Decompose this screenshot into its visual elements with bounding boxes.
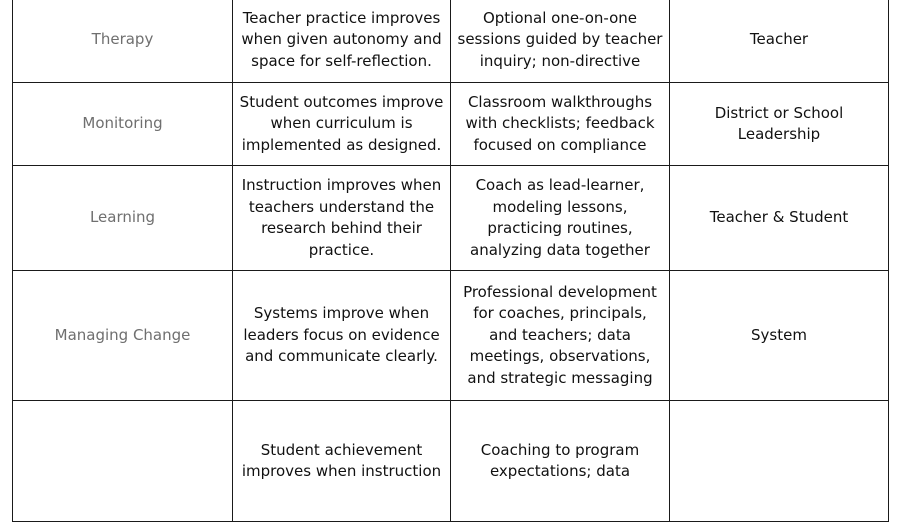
- model-name: Monitoring: [82, 114, 163, 133]
- focus-cell: [670, 0, 889, 83]
- focus-cell: [670, 401, 889, 522]
- theory-text: Student outcomes improve when curriculum is implemented as designed.: [239, 92, 444, 154]
- practice-cell: [451, 0, 670, 83]
- table-row: [13, 271, 889, 401]
- table-row: [13, 0, 889, 83]
- practice-cell: [451, 271, 670, 401]
- focus-text: District or School Leadership: [714, 103, 844, 143]
- model-cell: [13, 401, 233, 522]
- coaching-models-table: [12, 0, 889, 522]
- model-name: Managing Change: [54, 325, 191, 344]
- practice-text: Coach as lead-learner, modeling lessons, practicing routines, analyzing data together: [470, 176, 650, 259]
- practice-cell: [451, 401, 670, 522]
- practice-text: Professional development for coaches, principals, and teachers; data meetings, observations, and strategic messaging: [463, 282, 657, 387]
- focus-cell: [670, 83, 889, 166]
- model-cell: [13, 0, 233, 83]
- model-name: Learning: [89, 208, 156, 227]
- practice-text: Coaching to program expectations; data: [480, 440, 640, 480]
- table-row: [13, 83, 889, 166]
- model-name: Therapy: [91, 30, 154, 49]
- practice-cell: [451, 166, 670, 271]
- theory-cell: [233, 401, 451, 522]
- theory-text: Instruction improves when teachers understand the research behind their practice.: [241, 176, 442, 259]
- theory-cell: [233, 166, 451, 271]
- theory-cell: [233, 0, 451, 83]
- theory-cell: [233, 271, 451, 401]
- focus-cell: [670, 166, 889, 271]
- table-row: [13, 166, 889, 271]
- focus-text: Teacher & Student: [709, 208, 849, 227]
- focus-text: Teacher: [749, 30, 809, 49]
- theory-cell: [233, 83, 451, 166]
- theory-text: Teacher practice improves when given autonomy and space for self-reflection.: [241, 8, 442, 70]
- practice-text: Optional one-on-one sessions guided by teacher inquiry; non-directive: [457, 8, 663, 70]
- practice-cell: [451, 83, 670, 166]
- model-cell: [13, 271, 233, 401]
- table-row: [13, 401, 889, 522]
- focus-cell: [670, 271, 889, 401]
- model-cell: [13, 166, 233, 271]
- model-cell: [13, 83, 233, 166]
- theory-text: Student achievement improves when instruction: [241, 440, 442, 480]
- practice-text: Classroom walkthroughs with checklists; feedback focused on compliance: [465, 92, 655, 154]
- theory-text: Systems improve when leaders focus on evidence and communicate clearly.: [243, 304, 440, 366]
- focus-text: System: [751, 325, 807, 344]
